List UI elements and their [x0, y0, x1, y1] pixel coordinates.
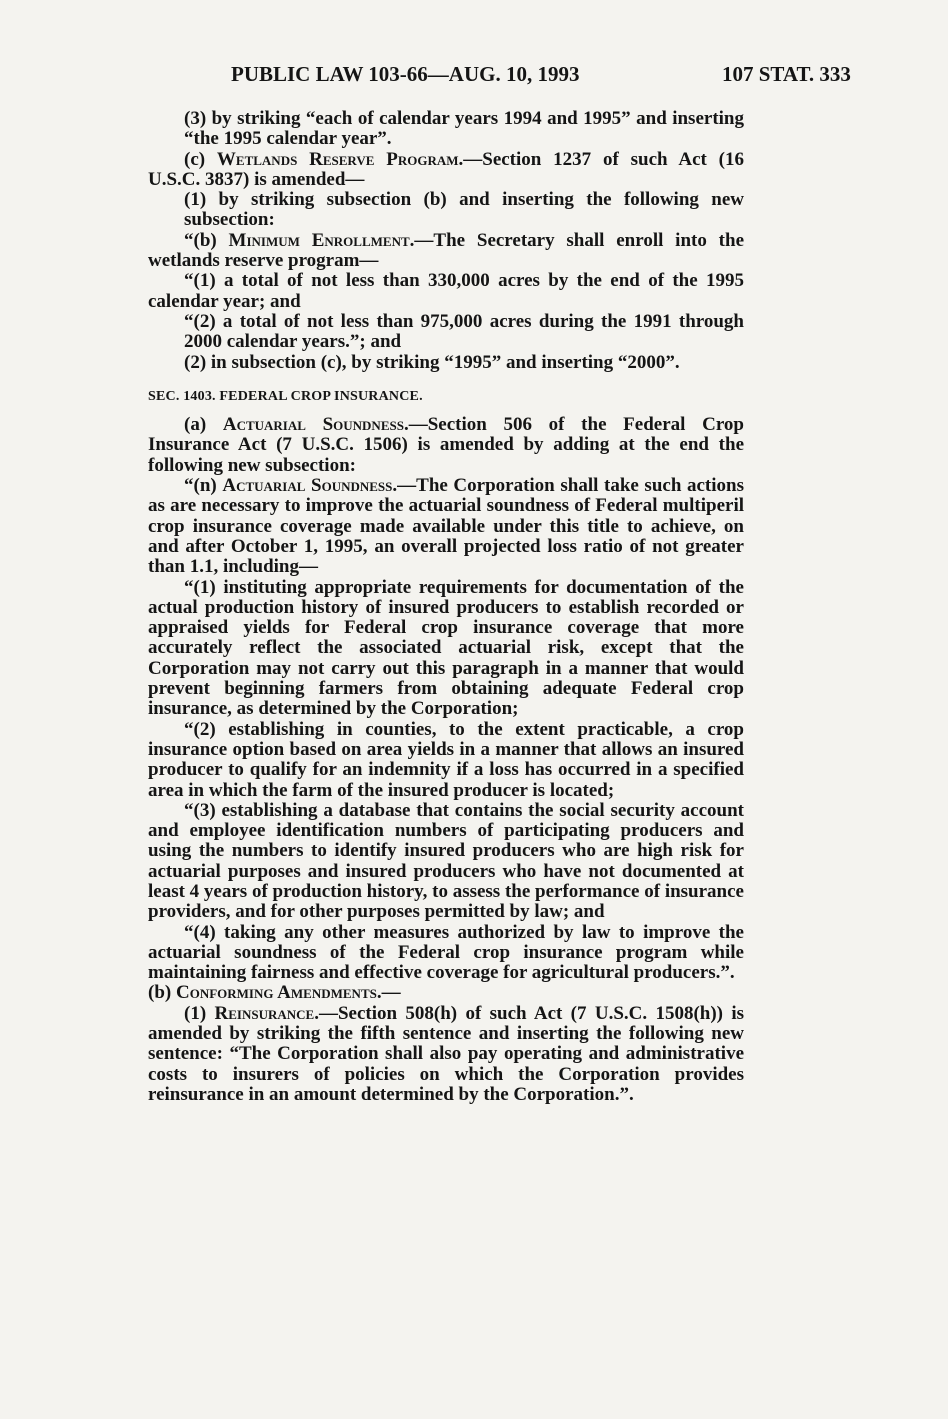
paragraph-1-reinsurance: (1) Reinsurance.—Section 508(h) of such Act (7 U.S.C. 1508(h)) is amended by striking the fifth sentence and inserting the following new sentence: “The Corporation shall also pay operating and administrative costs to insurers of policies on which the Corporation provides reinsurance in an amount determined by the Corporation.”.: [148, 1002, 745, 1105]
paragraph-2-subsection-c: (2) in subsection (c), by striking “1995” and inserting “2000”.: [184, 351, 680, 373]
paragraph-3-striking: (3) by striking “each of calendar years 1994 and 1995” and inserting “the 1995 calendar year”.: [184, 108, 744, 150]
subsection-a-actuarial: (a) Actuarial Soundness.—Section 506 of the Federal Crop Insurance Act (7 U.S.C. 1506) is amended by adding at the end the following new subsection:: [148, 414, 744, 476]
running-title: PUBLIC LAW 103-66—AUG. 10, 1993: [231, 62, 580, 86]
actuarial-item-4: “(4) taking any other measures authorized by law to improve the actuarial soundness of the Federal crop insurance program while maintaining fairness and effective coverage for agricultural producers.”.: [148, 921, 744, 984]
subsection-n-actuarial: “(n) Actuarial Soundness.—The Corporation shall take such actions as are necessary to improve the actuarial soundness of Federal multiperil crop insurance coverage made available under this title to achieve, on and after October 1, 1995, an overall projected loss ratio of not greater than 1.1, including—: [148, 475, 744, 578]
subsection-b-conforming: (b) Conforming Amendments.—: [148, 982, 401, 1004]
stat-page-number: 107 STAT. 333: [722, 62, 851, 86]
actuarial-item-3: “(3) establishing a database that contains the social security account and employee identification numbers of participating producers and using the numbers to identify insured producers who are high risk for actuarial purposes and insured producers who have not documented at least 4 years of production history, to assess the performance of insurance providers, and for other purposes permitted by law; and: [148, 799, 744, 923]
page-header: [0, 62, 948, 92]
subsection-b-minimum-enrollment: “(b) Minimum Enrollment.—The Secretary shall enroll into the wetlands reserve program—: [148, 229, 744, 272]
enrollment-item-2: “(2) a total of not less than 975,000 acres during the 1991 through 2000 calendar years.”; and: [184, 310, 744, 353]
subsection-c-wetlands: (c) Wetlands Reserve Program.—Section 1237 of such Act (16 U.S.C. 3837) is amended—: [148, 148, 744, 190]
enrollment-item-1: “(1) a total of not less than 330,000 acres by the end of the 1995 calendar year; and: [148, 270, 744, 312]
paragraph-1-striking-b: (1) by striking subsection (b) and inserting the following new subsection:: [184, 189, 744, 231]
document-body: [148, 109, 744, 1105]
actuarial-item-1: “(1) instituting appropriate requirements for documentation of the actual production history of insured producers to establish recorded or appraised yields for Federal crop insurance coverage that more accurately reflect the associated actuarial risk, except that the Corporation may not carry out this paragraph in a manner that would prevent beginning farmers from obtaining adequate Federal crop insurance, as determined by the Corporation;: [148, 576, 744, 720]
section-heading-1403: SEC. 1403. FEDERAL CROP INSURANCE.: [148, 388, 423, 404]
actuarial-item-2: “(2) establishing in counties, to the extent practicable, a crop insurance option based on area yields in a manner that allows an insured producer to qualify for an indemnity if a loss has occurred in a specified area in which the farm of the insured producer is located;: [148, 718, 744, 801]
